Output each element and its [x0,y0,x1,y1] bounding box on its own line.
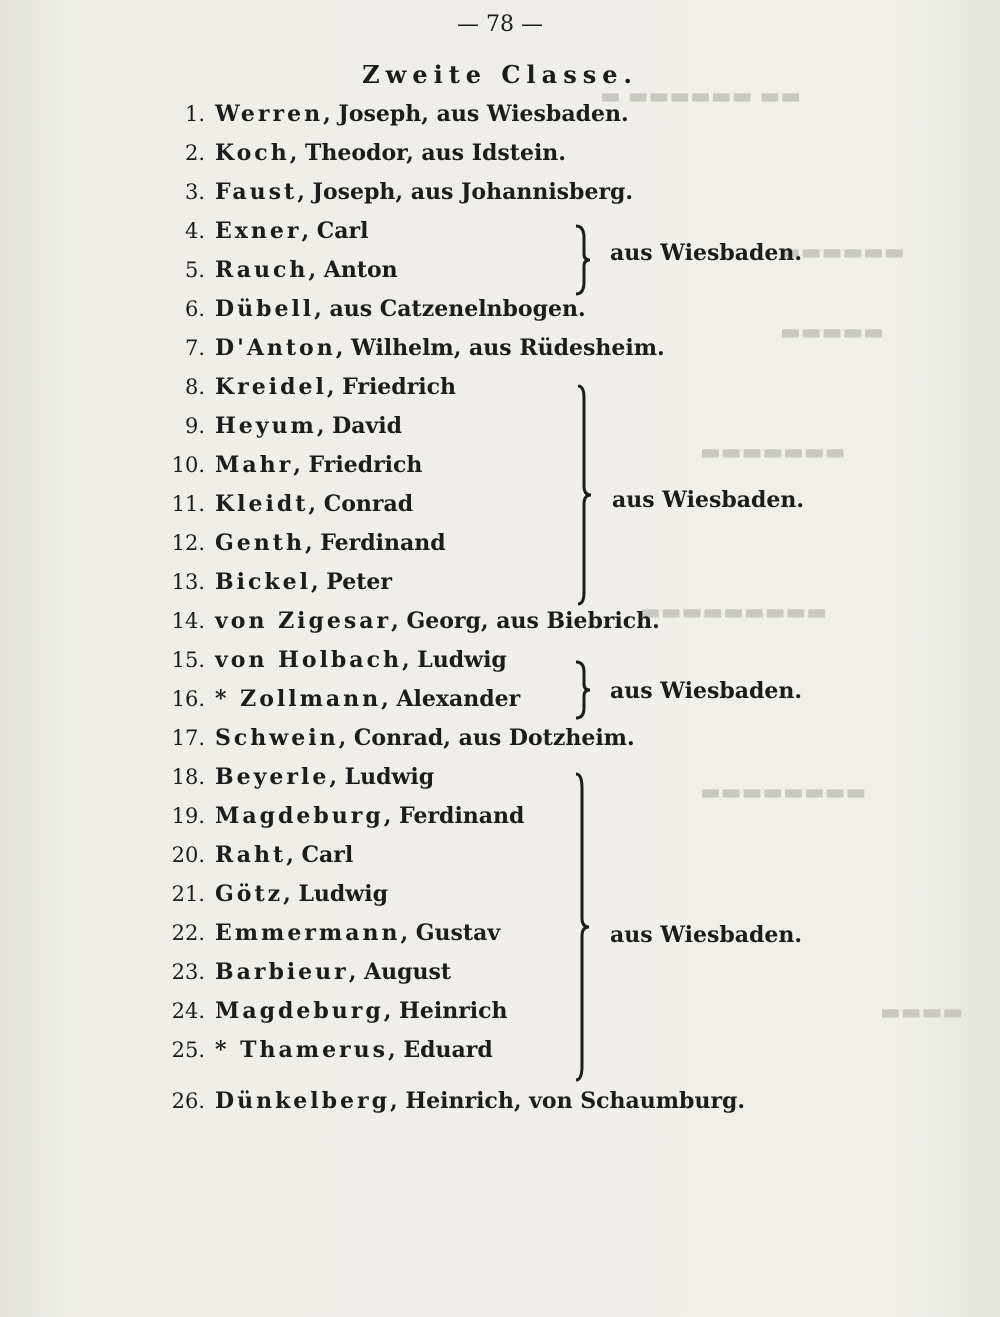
list-item [160,959,451,998]
entry-details: , Ferdinand [383,803,525,829]
entry-number: 4. [184,219,205,243]
entry-details: , Ludwig [283,881,388,907]
list-item [160,218,369,257]
list-item [160,764,434,803]
bleed-through-decoration: ▬▬▬▬▬▬ [780,240,905,265]
entry-surname: Raht [215,842,287,868]
entry-number: 24. [171,999,205,1023]
group-label: aus Wiesbaden. [610,922,803,948]
entry-details: , aus Catzenelnbogen. [314,296,586,322]
entry-details: , Alexander [381,686,521,712]
list-item [160,335,665,374]
entry-details: , Carl [301,218,369,244]
entry-surname: von Holbach [215,647,402,673]
entry-number: 17. [171,726,205,750]
entry-details: , David [316,413,403,439]
entry-details: , Theodor, aus Idstein. [289,140,566,166]
entry-surname: Genth [215,530,305,556]
entry-number: 3. [184,180,205,204]
list-item [160,257,398,296]
entry-surname: Heyum [215,413,317,439]
entry-number: 16. [171,687,205,711]
entry-surname: Götz [215,881,284,907]
entry-surname: * Thamerus [215,1037,389,1063]
entry-number: 21. [171,882,205,906]
entry-surname: Exner [215,218,302,244]
entry-surname: Kreidel [215,374,327,400]
list-item [160,140,566,179]
entry-details: , Gustav [400,920,501,946]
entry-surname: Beyerle [215,764,330,790]
entry-number: 18. [171,765,205,789]
list-item [160,1037,493,1076]
list-item [160,179,633,218]
entry-number: 19. [171,804,205,828]
entry-details: , Friedrich [326,374,457,400]
page-number: — 78 — [457,12,543,37]
entry-number: 8. [184,375,205,399]
entry-details: , Conrad, aus Dotzheim. [338,725,635,751]
entry-surname: Magdeburg [215,998,384,1024]
list-item [160,920,500,959]
entry-details: , August [348,959,452,985]
list-item [160,491,413,530]
group-label: aus Wiesbaden. [612,487,805,513]
entry-details: , Anton [308,257,398,283]
bleed-through-decoration: ▬▬▬▬▬▬▬▬ [700,780,867,805]
entry-surname: D'Anton [215,335,336,361]
entry-details: , Ferdinand [304,530,446,556]
entry-surname: Schwein [215,725,339,751]
list-item [160,842,353,881]
entry-details: , Ludwig [329,764,435,790]
entry-number: 13. [171,570,205,594]
entry-surname: Rauch [215,257,309,283]
entry-details: , Eduard [388,1037,493,1063]
list-item [160,686,520,725]
entry-number: 9. [184,414,205,438]
entry-surname: Faust [215,179,298,205]
section-title: Zweite Classe. [362,60,638,89]
list-item [160,101,629,140]
brace-group-2 [574,384,594,606]
bleed-through-decoration: ▬▬▬▬▬▬▬▬▬ [640,600,828,625]
list-item [160,530,446,569]
list-item [160,608,660,647]
list-item [160,881,388,920]
entry-details: , Peter [310,569,392,595]
entry-surname: Magdeburg [215,803,384,829]
bleed-through-decoration: ▬▬▬▬▬▬▬ [700,440,846,465]
list-item [160,725,635,764]
entry-number: 10. [171,453,205,477]
entry-surname: Mahr [215,452,294,478]
bleed-through-decoration: ▬▬▬▬▬ [780,320,884,345]
brace-group-4 [572,772,592,1082]
brace-group-3 [572,660,592,720]
list-item [160,1088,745,1127]
entry-details: , Friedrich [293,452,423,478]
list-item [160,803,524,842]
list-item [160,998,508,1037]
entry-surname: * Zollmann [215,686,382,712]
entry-number: 22. [171,921,205,945]
entry-details: , Heinrich [383,998,508,1024]
entry-details: , Wilhelm, aus Rüdesheim. [335,335,665,361]
list-item [160,296,586,335]
entry-number: 7. [184,336,205,360]
entry-surname: von Zigesar [215,608,392,634]
entry-number: 23. [171,960,205,984]
entry-surname: Barbieur [215,959,349,985]
group-label: aus Wiesbaden. [610,240,803,266]
entry-details: , Conrad [308,491,414,517]
entry-surname: Dübell [215,296,315,322]
entry-number: 1. [184,102,205,126]
entry-number: 20. [171,843,205,867]
entry-number: 11. [171,492,205,516]
entry-details: , Ludwig [401,647,507,673]
entry-number: 14. [171,609,205,633]
group-label: aus Wiesbaden. [610,678,803,704]
entry-surname: Emmermann [215,920,401,946]
list-item [160,452,422,491]
entry-surname: Dünkelberg [215,1088,391,1114]
list-item [160,374,456,413]
entry-details: , Georg, aus Biebrich. [391,608,660,634]
list-item [160,569,392,608]
entry-number: 26. [171,1089,205,1113]
entry-surname: Koch [215,140,290,166]
entry-details: , Carl [286,842,354,868]
entry-number: 5. [184,258,205,282]
entry-surname: Bickel [215,569,311,595]
list-item [160,647,507,686]
bleed-through-decoration: ▬▬▬▬ [880,1000,964,1025]
brace-group-1 [572,224,592,296]
entry-number: 15. [171,648,205,672]
entry-surname: Werren [215,101,324,127]
entry-number: 12. [171,531,205,555]
entry-details: , Joseph, aus Johannisberg. [297,179,634,205]
entry-number: 6. [184,297,205,321]
list-item [160,413,402,452]
entry-number: 2. [184,141,205,165]
bleed-through-decoration: ▬ ▬▬▬▬▬▬ ▬▬ [600,84,802,109]
entry-surname: Kleidt [215,491,309,517]
entry-number: 25. [171,1038,205,1062]
entry-details: , Joseph, aus Wiesbaden. [323,101,629,127]
entry-details: , Heinrich, von Schaumburg. [390,1088,746,1114]
